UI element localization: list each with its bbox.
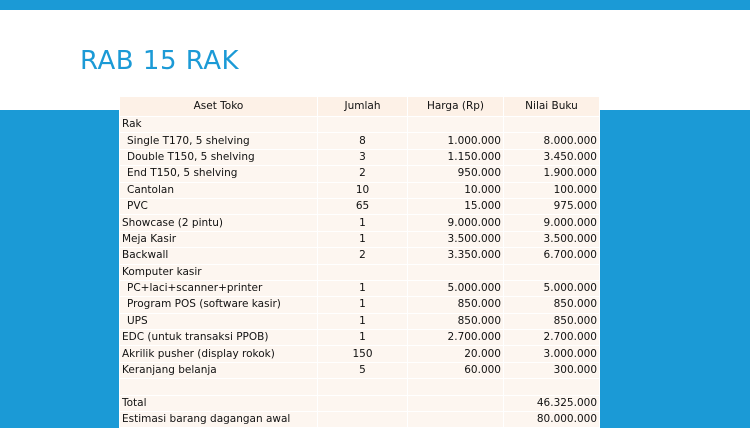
table-row — [120, 149, 600, 165]
cell-harga: 850.000 — [408, 313, 504, 329]
cell-jumlah: 1 — [318, 280, 408, 296]
cell-aset-toko: Backwall — [120, 248, 318, 264]
cell-jumlah: 65 — [318, 198, 408, 214]
cell-aset-toko: EDC (untuk transaksi PPOB) — [120, 330, 318, 346]
cell-jumlah: 1 — [318, 330, 408, 346]
cell-nilai-buku: 5.000.000 — [504, 280, 600, 296]
table-row — [120, 117, 600, 133]
cell-aset-toko — [120, 379, 318, 395]
cell-jumlah: 3 — [318, 149, 408, 165]
cell-nilai-buku: 975.000 — [504, 198, 600, 214]
cell-aset-toko: Showcase (2 pintu) — [120, 215, 318, 231]
budget-table — [119, 96, 600, 428]
table-row — [120, 313, 600, 329]
cell-harga — [408, 395, 504, 411]
cell-harga: 20.000 — [408, 346, 504, 362]
cell-harga — [408, 117, 504, 133]
cell-jumlah: 10 — [318, 182, 408, 198]
cell-harga: 3.500.000 — [408, 231, 504, 247]
cell-harga — [408, 264, 504, 280]
table-row — [120, 395, 600, 411]
cell-nilai-buku: 300.000 — [504, 362, 600, 378]
budget-table-container — [119, 96, 599, 428]
cell-jumlah: 2 — [318, 166, 408, 182]
cell-jumlah — [318, 264, 408, 280]
cell-nilai-buku — [504, 117, 600, 133]
table-row — [120, 198, 600, 214]
cell-harga: 3.350.000 — [408, 248, 504, 264]
cell-nilai-buku: 850.000 — [504, 313, 600, 329]
cell-nilai-buku: 46.325.000 — [504, 395, 600, 411]
cell-nilai-buku — [504, 379, 600, 395]
table-row — [120, 412, 600, 428]
cell-jumlah: 1 — [318, 313, 408, 329]
cell-aset-toko: Keranjang belanja — [120, 362, 318, 378]
cell-harga: 2.700.000 — [408, 330, 504, 346]
header-aset-toko: Aset Toko — [120, 97, 318, 117]
header-jumlah: Jumlah — [318, 97, 408, 117]
cell-aset-toko: Rak — [120, 117, 318, 133]
cell-harga: 5.000.000 — [408, 280, 504, 296]
table-row — [120, 166, 600, 182]
cell-aset-toko: Single T170, 5 shelving — [120, 133, 318, 149]
cell-aset-toko: Komputer kasir — [120, 264, 318, 280]
table-header-row — [120, 97, 600, 117]
table-row — [120, 133, 600, 149]
table-row — [120, 231, 600, 247]
table-row — [120, 362, 600, 378]
table-row — [120, 379, 600, 395]
cell-harga: 10.000 — [408, 182, 504, 198]
cell-jumlah — [318, 117, 408, 133]
cell-nilai-buku: 2.700.000 — [504, 330, 600, 346]
cell-jumlah — [318, 379, 408, 395]
cell-jumlah: 1 — [318, 297, 408, 313]
cell-jumlah: 8 — [318, 133, 408, 149]
cell-aset-toko: Cantolan — [120, 182, 318, 198]
cell-harga: 950.000 — [408, 166, 504, 182]
cell-aset-toko: Estimasi barang dagangan awal — [120, 412, 318, 428]
cell-aset-toko: Double T150, 5 shelving — [120, 149, 318, 165]
cell-jumlah: 150 — [318, 346, 408, 362]
cell-aset-toko: PC+laci+scanner+printer — [120, 280, 318, 296]
cell-jumlah — [318, 412, 408, 428]
cell-nilai-buku: 3.500.000 — [504, 231, 600, 247]
cell-jumlah: 5 — [318, 362, 408, 378]
cell-jumlah — [318, 395, 408, 411]
cell-aset-toko: Meja Kasir — [120, 231, 318, 247]
table-row — [120, 248, 600, 264]
cell-harga: 850.000 — [408, 297, 504, 313]
cell-harga: 1.000.000 — [408, 133, 504, 149]
cell-jumlah: 1 — [318, 231, 408, 247]
header-harga: Harga (Rp) — [408, 97, 504, 117]
cell-harga — [408, 412, 504, 428]
cell-jumlah: 1 — [318, 215, 408, 231]
table-row — [120, 264, 600, 280]
header-nilai-buku: Nilai Buku — [504, 97, 600, 117]
cell-nilai-buku: 8.000.000 — [504, 133, 600, 149]
cell-aset-toko: UPS — [120, 313, 318, 329]
cell-nilai-buku: 3.000.000 — [504, 346, 600, 362]
table-row — [120, 215, 600, 231]
cell-nilai-buku: 850.000 — [504, 297, 600, 313]
table-row — [120, 297, 600, 313]
cell-nilai-buku: 6.700.000 — [504, 248, 600, 264]
cell-harga: 15.000 — [408, 198, 504, 214]
cell-nilai-buku: 80.000.000 — [504, 412, 600, 428]
table-row — [120, 346, 600, 362]
slide-title: RAB 15 RAK — [80, 46, 240, 76]
cell-jumlah: 2 — [318, 248, 408, 264]
cell-aset-toko: Total — [120, 395, 318, 411]
cell-nilai-buku: 1.900.000 — [504, 166, 600, 182]
table-row — [120, 182, 600, 198]
cell-nilai-buku: 100.000 — [504, 182, 600, 198]
cell-harga: 1.150.000 — [408, 149, 504, 165]
cell-aset-toko: End T150, 5 shelving — [120, 166, 318, 182]
table-row — [120, 280, 600, 296]
table-body — [120, 117, 600, 428]
cell-nilai-buku: 9.000.000 — [504, 215, 600, 231]
cell-nilai-buku — [504, 264, 600, 280]
cell-aset-toko: Akrilik pusher (display rokok) — [120, 346, 318, 362]
cell-harga: 60.000 — [408, 362, 504, 378]
cell-harga: 9.000.000 — [408, 215, 504, 231]
cell-aset-toko: PVC — [120, 198, 318, 214]
top-accent-bar — [0, 0, 750, 10]
table-row — [120, 330, 600, 346]
cell-nilai-buku: 3.450.000 — [504, 149, 600, 165]
cell-aset-toko: Program POS (software kasir) — [120, 297, 318, 313]
cell-harga — [408, 379, 504, 395]
